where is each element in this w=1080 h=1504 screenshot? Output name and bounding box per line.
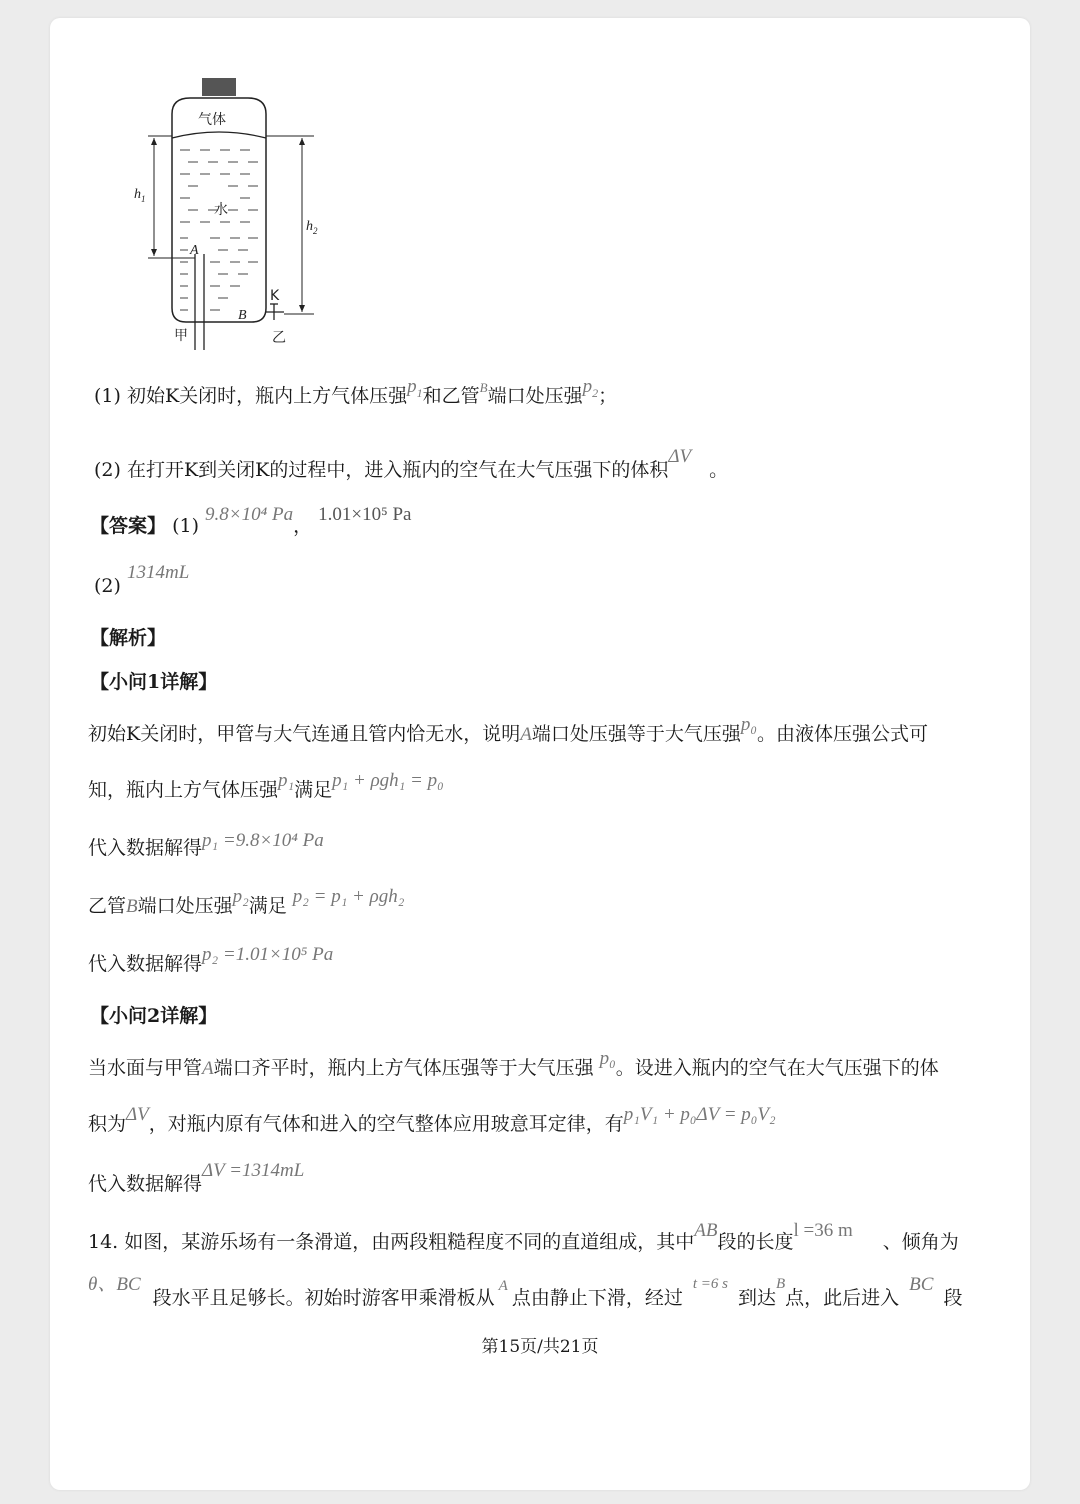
- question-14-line-1: 14. 如图，某游乐场有一条滑道，由两段粗糙程度不同的直道组成，其中AB段的长度l =36 m、倾角为: [88, 1220, 959, 1253]
- tube-yi-label: 乙: [272, 330, 286, 346]
- analysis-2-line-3: 代入数据解得ΔV =1314mL: [88, 1160, 305, 1195]
- answer-part-2: (2): [94, 575, 121, 597]
- answer-part-1: (1): [172, 515, 199, 537]
- analysis-1-line-3: 代入数据解得p₁ =9.8×10⁴ Pa: [88, 830, 324, 859]
- question-1-text-c: 端口处压强: [487, 385, 583, 407]
- answer-line-1: [90, 504, 412, 539]
- h1-label: $h_1$: [134, 187, 146, 204]
- analysis-label: 【解析】: [90, 627, 167, 649]
- p1-symbol: $p_1$: [407, 376, 423, 400]
- p2-symbol: $p_2$: [582, 376, 599, 400]
- water-label: 水: [214, 202, 228, 218]
- bottle-cap: [202, 78, 236, 96]
- subquestion-2-heading: 【小问2详解】: [90, 1005, 218, 1027]
- answer-separator: ，: [293, 515, 313, 537]
- analysis-1-line-1: 初始K关闭时，甲管与大气连通且管内恰无水，说明A端口处压强等于大气压强p₀。由液体压强公式可: [88, 714, 928, 745]
- water-hatching: [180, 150, 258, 310]
- question-2-text-a: (2) 在打开K到关闭K的过程中，进入瓶内的空气在大气压强下的体积: [94, 459, 669, 481]
- tube-jia-label: 甲: [174, 328, 188, 344]
- question-1-text-d: ；: [598, 385, 618, 407]
- document-page: [50, 18, 1030, 1490]
- subquestion-1-heading: 【小问1详解】: [90, 671, 218, 693]
- page-footer: 第15页/共21页: [481, 1337, 599, 1357]
- h2-label: $h_2$: [306, 219, 318, 236]
- question-1-text-a: (1) 初始K关闭时，瓶内上方气体压强: [94, 385, 408, 407]
- question-2: [94, 446, 729, 483]
- point-b-label: B: [238, 308, 247, 323]
- analysis-2-line-2: 积为ΔV，对瓶内原有气体和进入的空气整体应用玻意耳定律，有p₁V₁ + p₀ΔV = p₀V₂: [88, 1104, 776, 1135]
- valve-k-label: K: [270, 288, 280, 304]
- question-14-line-2: θ、BC段水平且足够长。初始时游客甲乘滑板从$^A$点由静止下滑，经过$^{t =6 s}$到达$^B$点，此后进入BC段: [88, 1274, 963, 1309]
- analysis-2-line-1: 当水面与甲管A端口齐平时，瓶内上方气体压强等于大气压强 p₀。设进入瓶内的空气在大气压强下的体: [88, 1048, 939, 1079]
- answer-line-2: [94, 562, 190, 599]
- analysis-1-line-5: 代入数据解得p₂ =1.01×10⁵ Pa: [88, 944, 334, 975]
- bottle-body: [172, 128, 266, 322]
- bottle-diagram: [130, 78, 330, 358]
- b-symbol: B: [479, 380, 488, 395]
- analysis-1-line-2: 知，瓶内上方气体压强p₁满足p₁ + ρgh₁ = p₀: [88, 770, 444, 801]
- question-1: [94, 376, 618, 415]
- question-2-text-b: 。: [709, 459, 729, 481]
- point-a-label: A: [190, 243, 199, 258]
- question-1-text-b: 和乙管: [422, 385, 480, 407]
- answer-value-3: 1314mL: [126, 562, 190, 583]
- answer-value-1: 9.8×10⁴ Pa: [205, 504, 294, 525]
- analysis-1-line-4: 乙管B端口处压强p₂满足 p₂ = p₁ + ρgh₂: [88, 886, 405, 917]
- answer-label: 【答案】: [90, 515, 167, 537]
- gas-label: 气体: [198, 112, 226, 128]
- delta-v-symbol: ΔV: [668, 446, 692, 467]
- water-surface: [172, 132, 266, 138]
- answer-value-2: 1.01×10⁵ Pa: [318, 504, 412, 525]
